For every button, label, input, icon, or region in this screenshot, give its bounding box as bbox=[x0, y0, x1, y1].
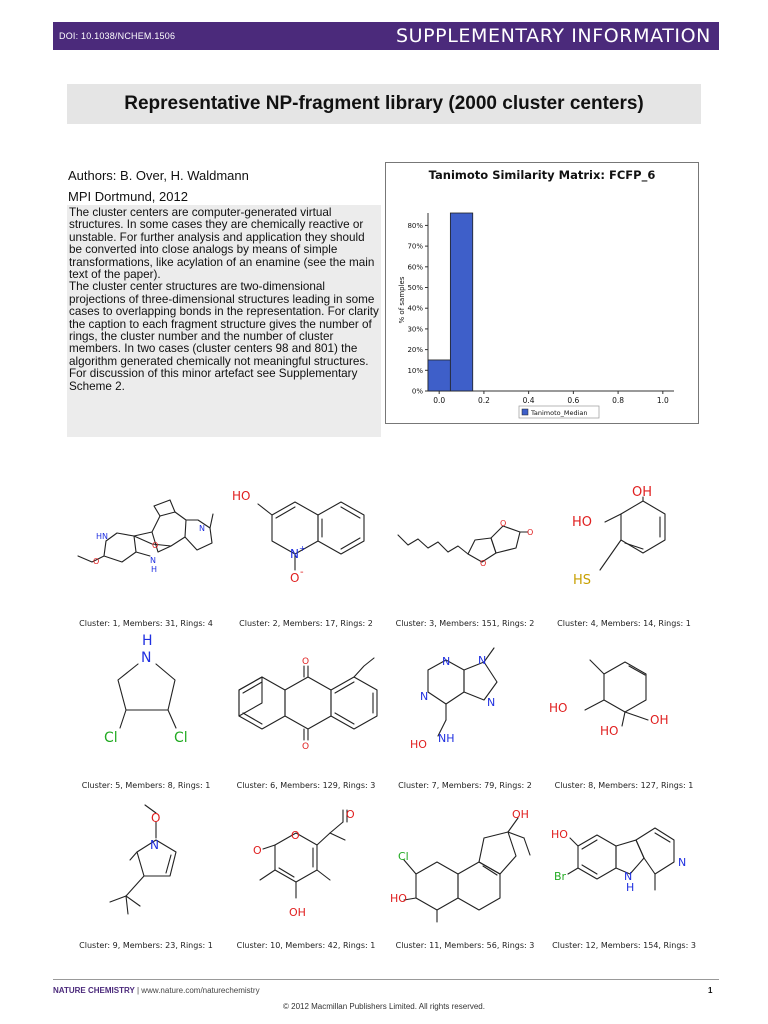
caption-cluster-5: Cluster: 5, Members: 8, Rings: 1 bbox=[81, 781, 211, 790]
structure-cluster-10 bbox=[253, 808, 355, 919]
atom-label: N bbox=[141, 650, 152, 666]
atom-label: O bbox=[302, 657, 310, 667]
structure-cluster-2 bbox=[232, 489, 364, 585]
atom-label: N bbox=[199, 524, 205, 533]
atom-label: O bbox=[500, 519, 507, 528]
structure-cluster-12 bbox=[551, 828, 686, 894]
structure-cluster-9 bbox=[110, 805, 176, 914]
atom-label: OH bbox=[512, 808, 529, 821]
atom-label: HO bbox=[390, 892, 407, 905]
atom-label: O bbox=[290, 571, 300, 585]
atom-label: - bbox=[300, 567, 304, 578]
y-tick-label: 50% bbox=[407, 284, 423, 293]
structure-cluster-7 bbox=[410, 648, 497, 751]
atom-label: HO bbox=[551, 828, 568, 841]
caption-cluster-6: Cluster: 6, Members: 129, Rings: 3 bbox=[236, 781, 376, 790]
atom-label: N bbox=[478, 654, 487, 667]
atom-label: O bbox=[527, 528, 534, 537]
atom-label: O bbox=[253, 844, 262, 857]
atom-label: N bbox=[678, 856, 687, 869]
atom-label: N bbox=[290, 547, 299, 561]
structure-cluster-8 bbox=[549, 660, 668, 738]
atom-label: H bbox=[626, 881, 635, 894]
caption-cluster-8: Cluster: 8, Members: 127, Rings: 1 bbox=[554, 781, 694, 790]
y-tick-label: 10% bbox=[407, 366, 423, 375]
x-tick-label: 1.0 bbox=[656, 396, 669, 405]
y-tick-label: 60% bbox=[407, 263, 423, 272]
y-tick-label: 20% bbox=[407, 346, 423, 355]
section-label: SUPPLEMENTARY INFORMATION bbox=[395, 25, 711, 47]
atom-label: O bbox=[93, 557, 100, 566]
x-tick-label: 0.0 bbox=[433, 396, 446, 405]
doi-label: DOI: 10.1038/NCHEM.1506 bbox=[59, 31, 176, 41]
structure-cluster-11 bbox=[390, 808, 530, 922]
caption-cluster-7: Cluster: 7, Members: 79, Rings: 2 bbox=[398, 781, 532, 790]
atom-label: N bbox=[420, 690, 429, 703]
atom-label: HO bbox=[572, 515, 593, 530]
x-tick-label: 0.6 bbox=[567, 396, 580, 405]
atom-label: HO bbox=[232, 489, 251, 503]
atom-label: + bbox=[299, 544, 306, 553]
atom-label: O bbox=[302, 742, 310, 752]
atom-label: HO bbox=[549, 701, 568, 715]
caption-cluster-4: Cluster: 4, Members: 14, Rings: 1 bbox=[557, 619, 691, 628]
caption-cluster-10: Cluster: 10, Members: 42, Rings: 1 bbox=[236, 941, 376, 950]
structure-cluster-6 bbox=[239, 657, 377, 752]
authors-line: Authors: B. Over, H. Waldmann bbox=[68, 168, 249, 183]
y-tick-label: 40% bbox=[407, 304, 423, 313]
atom-label: Br bbox=[554, 870, 567, 883]
caption-cluster-1: Cluster: 1, Members: 31, Rings: 4 bbox=[79, 619, 213, 628]
x-tick-label: 0.8 bbox=[612, 396, 625, 405]
page-number: 1 bbox=[708, 986, 713, 995]
chart-title: Tanimoto Similarity Matrix: FCFP_6 bbox=[428, 168, 656, 182]
atom-label: Cl bbox=[398, 850, 409, 863]
copyright-notice: © 2012 Macmillan Publishers Limited. All rights reserved. bbox=[283, 1002, 485, 1011]
atom-label: H bbox=[151, 565, 158, 574]
y-tick-label: 80% bbox=[407, 221, 423, 230]
atom-label: O bbox=[291, 829, 300, 842]
footer-journal bbox=[53, 986, 260, 995]
caption-cluster-3: Cluster: 3, Members: 151, Rings: 2 bbox=[395, 619, 535, 628]
description-paragraph-2: The cluster center structures are two-dimensional projections of three-dimensional structures leading in some cases to overlapping bonds in the representation. For clarity the caption to each fragment structure gives the number of rings, the cluster number and the number of cluster members. In two cases (cluster centers 98 and 801) the algorithm generated chemically not meaningful structures. For discussion of this minor artefact see Supplementary Scheme 2. bbox=[69, 280, 379, 393]
structure-cluster-3 bbox=[398, 519, 533, 568]
affiliation-line: MPI Dortmund, 2012 bbox=[68, 189, 188, 204]
atom-label: OH bbox=[632, 485, 653, 500]
atom-label: O bbox=[152, 541, 159, 550]
atom-label: HO bbox=[600, 724, 619, 738]
structure-cluster-5 bbox=[104, 633, 188, 746]
atom-label: N bbox=[442, 655, 451, 668]
atom-label: O bbox=[346, 808, 355, 821]
atom-label: OH bbox=[289, 906, 306, 919]
atom-label: NH bbox=[438, 732, 455, 745]
atom-label: HS bbox=[573, 573, 592, 588]
chart-ylabel: % of samples bbox=[398, 276, 406, 324]
journal-name: NATURE CHEMISTRY bbox=[53, 986, 135, 995]
atom-label: O bbox=[151, 811, 161, 825]
y-tick-label: 70% bbox=[407, 242, 423, 251]
caption-cluster-2: Cluster: 2, Members: 17, Rings: 2 bbox=[239, 619, 373, 628]
y-tick-label: 30% bbox=[407, 325, 423, 334]
x-tick-label: 0.2 bbox=[477, 396, 490, 405]
caption-cluster-9: Cluster: 9, Members: 23, Rings: 1 bbox=[79, 941, 213, 950]
atom-label: Cl bbox=[104, 730, 118, 746]
y-tick-label: 0% bbox=[411, 387, 423, 396]
atom-label: HN bbox=[96, 532, 108, 541]
atom-label: OH bbox=[650, 713, 669, 727]
caption-cluster-11: Cluster: 11, Members: 56, Rings: 3 bbox=[395, 941, 535, 950]
page-title: Representative NP-fragment library (2000 cluster centers) bbox=[124, 93, 644, 114]
atom-label: N bbox=[624, 870, 633, 883]
atom-label: H bbox=[142, 633, 153, 649]
atom-label: O bbox=[480, 559, 487, 568]
atom-label: N bbox=[150, 838, 159, 852]
atom-label: N bbox=[487, 696, 496, 709]
footer-divider bbox=[53, 979, 719, 980]
structure-cluster-1 bbox=[78, 500, 213, 574]
structure-cluster-4 bbox=[572, 485, 665, 588]
atom-label: N bbox=[150, 556, 156, 565]
legend-label: Tanimoto_Median bbox=[531, 409, 588, 417]
atom-label: HO bbox=[410, 738, 427, 751]
atom-label: Cl bbox=[174, 730, 188, 746]
journal-url: | www.nature.com/naturechemistry bbox=[134, 986, 260, 995]
description-paragraph-1: The cluster centers are computer-generated virtual structures. In some cases they are chemically reactive or unstable. For further analysis and application they should be converted into close analogs by means of simple transformations, like acylation of an enamine (see the main text of the paper). bbox=[69, 206, 375, 282]
x-tick-label: 0.4 bbox=[522, 396, 535, 405]
caption-cluster-12: Cluster: 12, Members: 154, Rings: 3 bbox=[552, 941, 696, 950]
